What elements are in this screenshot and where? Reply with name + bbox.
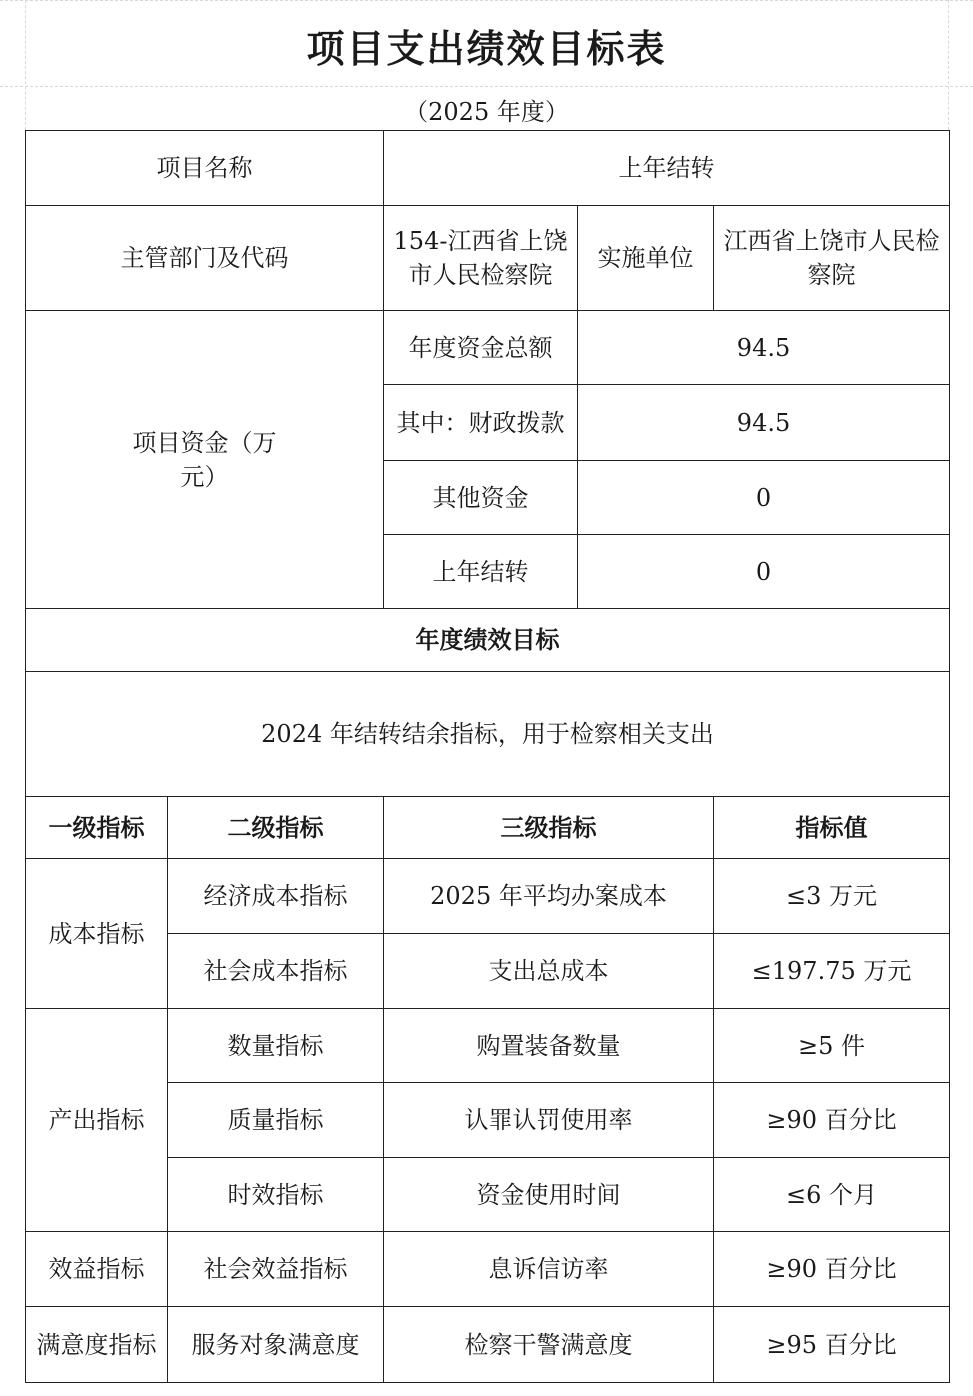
impl-unit-label: 实施单位 [578, 206, 714, 311]
dept-value: 154-江西省上饶市人民检察院 [384, 206, 578, 311]
value-cell: ≤6 个月 [714, 1158, 950, 1232]
level3-cell: 资金使用时间 [384, 1158, 714, 1232]
impl-unit-value: 江西省上饶市人民检察院 [714, 206, 950, 311]
level3-cell: 支出总成本 [384, 934, 714, 1009]
funds-row-value: 0 [578, 535, 950, 609]
level2-cell: 数量指标 [168, 1009, 384, 1083]
goal-header: 年度绩效目标 [26, 609, 950, 672]
funds-row-value: 94.5 [578, 385, 950, 461]
level1-cost: 成本指标 [26, 859, 168, 1009]
funds-row-label: 年度资金总额 [384, 311, 578, 385]
level1-benefit: 效益指标 [26, 1232, 168, 1307]
funds-row-label: 其中：财政拨款 [384, 385, 578, 461]
dept-label: 主管部门及代码 [26, 206, 384, 311]
header-level2: 二级指标 [168, 797, 384, 859]
level1-satisfaction: 满意度指标 [26, 1307, 168, 1383]
value-cell: ≥90 百分比 [714, 1232, 950, 1307]
value-cell: ≥90 百分比 [714, 1083, 950, 1158]
gridline [0, 86, 973, 87]
value-cell: ≥5 件 [714, 1009, 950, 1083]
funds-row-value: 0 [578, 461, 950, 535]
project-name-label: 项目名称 [26, 131, 384, 206]
header-value: 指标值 [714, 797, 950, 859]
level2-cell: 经济成本指标 [168, 859, 384, 934]
gridline [0, 0, 973, 1]
level1-output: 产出指标 [26, 1009, 168, 1232]
value-cell: ≤197.75 万元 [714, 934, 950, 1009]
table-subtitle: （2025 年度） [404, 98, 569, 126]
table-title: 项目支出绩效目标表 [306, 26, 667, 71]
level3-cell: 认罪认罚使用率 [384, 1083, 714, 1158]
funds-row-label: 其他资金 [384, 461, 578, 535]
level2-cell: 社会成本指标 [168, 934, 384, 1009]
level2-cell: 质量指标 [168, 1083, 384, 1158]
level3-cell: 2025 年平均办案成本 [384, 859, 714, 934]
performance-target-table [25, 130, 950, 1383]
funds-row-value: 94.5 [578, 311, 950, 385]
level3-cell: 购置装备数量 [384, 1009, 714, 1083]
level3-cell: 检察干警满意度 [384, 1307, 714, 1383]
header-level1: 一级指标 [26, 797, 168, 859]
goal-text: 2024 年结转结余指标，用于检察相关支出 [26, 672, 950, 797]
level2-cell: 服务对象满意度 [168, 1307, 384, 1383]
value-cell: ≤3 万元 [714, 859, 950, 934]
funds-row-label: 上年结转 [384, 535, 578, 609]
value-cell: ≥95 百分比 [714, 1307, 950, 1383]
level2-cell: 时效指标 [168, 1158, 384, 1232]
header-level3: 三级指标 [384, 797, 714, 859]
level3-cell: 息诉信访率 [384, 1232, 714, 1307]
funds-label: 项目资金（万元） [26, 311, 384, 609]
level2-cell: 社会效益指标 [168, 1232, 384, 1307]
project-name-value: 上年结转 [384, 131, 950, 206]
